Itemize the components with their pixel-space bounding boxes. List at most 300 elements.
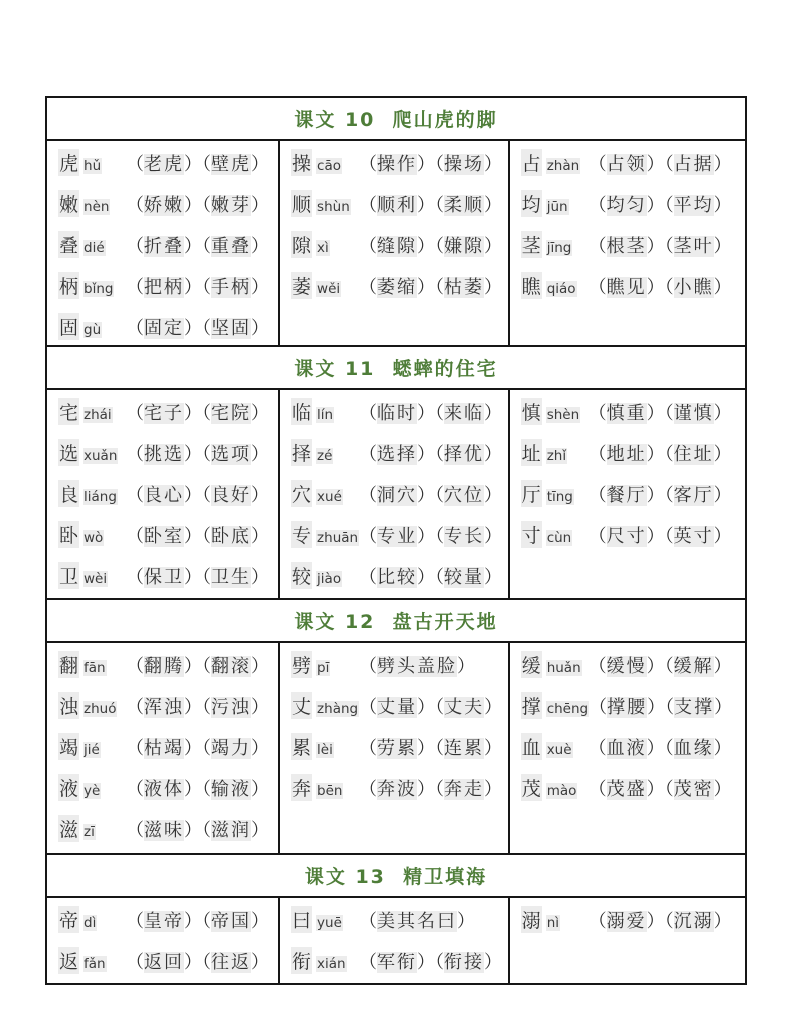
word-text: 柔顺 (444, 194, 485, 216)
hanzi-text: 良 (58, 480, 79, 507)
open-paren: （ (126, 276, 144, 298)
close-paren: ） (184, 525, 202, 547)
vocab-column (278, 141, 508, 345)
pinyin-text: mào (546, 783, 577, 799)
open-paren: （ (359, 655, 378, 677)
vocab-entry (291, 726, 506, 767)
entry-head (291, 692, 359, 719)
open-paren: （ (664, 402, 674, 424)
open-paren: （ (435, 276, 445, 298)
word-text: 洞穴 (377, 484, 418, 506)
pinyin-text: wěi (317, 281, 341, 297)
word-text: 劈头盖脸 (377, 655, 458, 677)
word-text: 良好 (211, 484, 251, 506)
vocab-entry (521, 644, 743, 685)
vocab-entry (58, 726, 276, 767)
vocab-section (47, 600, 745, 855)
entry-head (291, 439, 359, 466)
word-text: 尺寸 (606, 525, 647, 547)
vocab-entry (58, 767, 276, 808)
close-paren: ） (457, 655, 476, 677)
close-paren: ） (417, 276, 436, 298)
close-paren: ） (417, 484, 436, 506)
vocab-entry (521, 899, 743, 940)
open-paren: （ (202, 484, 211, 506)
open-paren: （ (588, 778, 607, 800)
entry-head (521, 774, 589, 801)
open-paren: （ (202, 235, 211, 257)
close-paren: ） (714, 696, 733, 718)
open-paren: （ (126, 194, 144, 216)
word-text: 固定 (144, 317, 184, 339)
close-paren: ） (251, 235, 269, 257)
close-paren: ） (417, 443, 436, 465)
hanzi-text: 帝 (58, 906, 79, 933)
open-paren: （ (664, 737, 674, 759)
vocab-column (47, 141, 278, 345)
entry-head (521, 190, 589, 217)
close-paren: ） (184, 235, 202, 257)
pinyin-text: cāo (317, 158, 342, 174)
open-paren: （ (435, 402, 445, 424)
hanzi-text: 顺 (291, 190, 312, 217)
word-text: 衔接 (444, 951, 485, 973)
close-paren: ） (184, 910, 202, 932)
vocab-column (508, 643, 745, 853)
open-paren: （ (126, 443, 144, 465)
word-list (359, 399, 502, 425)
entry-head (521, 733, 589, 760)
entry-head (291, 190, 359, 217)
pinyin-text: nì (546, 915, 559, 931)
close-paren: ） (484, 235, 503, 257)
close-paren: ） (713, 525, 732, 547)
close-paren: ） (646, 910, 665, 932)
vocab-entry (521, 473, 743, 514)
open-paren: （ (435, 566, 445, 588)
open-paren: （ (359, 778, 378, 800)
close-paren: ） (417, 235, 436, 257)
hanzi-text: 隙 (291, 231, 312, 258)
hanzi-text: 返 (58, 947, 79, 974)
close-paren: ） (417, 696, 436, 718)
open-paren: （ (588, 737, 607, 759)
word-list (126, 907, 269, 933)
hanzi-text: 溺 (521, 906, 542, 933)
entry-head (521, 651, 589, 678)
open-paren: （ (664, 276, 674, 298)
entry-head (521, 272, 589, 299)
vocab-entry (291, 514, 506, 555)
pinyin-text: zhàng (317, 701, 359, 717)
open-paren: （ (359, 525, 378, 547)
word-text: 慎重 (606, 402, 647, 424)
word-text: 奔波 (377, 778, 418, 800)
entry-head (291, 398, 359, 425)
close-paren: ） (184, 194, 202, 216)
close-paren: ） (251, 194, 269, 216)
close-paren: ） (417, 778, 436, 800)
word-text: 择优 (444, 443, 485, 465)
pinyin-text: pī (317, 660, 330, 676)
close-paren: ） (646, 655, 665, 677)
close-paren: ） (713, 235, 732, 257)
open-paren: （ (589, 696, 608, 718)
pinyin-text: shùn (317, 199, 350, 215)
open-paren: （ (588, 235, 607, 257)
close-paren: ） (484, 696, 503, 718)
word-text: 谨慎 (673, 402, 714, 424)
word-text: 缝隙 (377, 235, 418, 257)
hanzi-text: 卧 (58, 521, 79, 548)
section-header (47, 347, 745, 390)
open-paren: （ (126, 525, 144, 547)
vocab-entry (521, 391, 743, 432)
open-paren: （ (588, 525, 607, 547)
vocab-column (47, 898, 278, 983)
vocab-entry (291, 767, 506, 808)
open-paren: （ (435, 778, 445, 800)
close-paren: ） (417, 153, 436, 175)
open-paren: （ (359, 235, 378, 257)
open-paren: （ (359, 276, 378, 298)
close-paren: ） (184, 696, 202, 718)
pinyin-text: dié (84, 240, 105, 256)
open-paren: （ (435, 951, 445, 973)
vocab-entry (58, 183, 276, 224)
word-text: 小瞧 (673, 276, 714, 298)
pinyin-text: wò (84, 530, 104, 546)
word-text: 选择 (377, 443, 418, 465)
pinyin-text: huǎn (546, 660, 581, 676)
open-paren: （ (202, 655, 211, 677)
open-paren: （ (664, 910, 674, 932)
close-paren: ） (184, 737, 202, 759)
open-paren: （ (202, 525, 211, 547)
word-list (126, 232, 269, 258)
vocab-column (47, 643, 278, 853)
open-paren: （ (359, 951, 378, 973)
vocab-column (278, 643, 508, 853)
close-paren: ） (713, 484, 732, 506)
word-list (359, 652, 475, 678)
open-paren: （ (359, 443, 378, 465)
open-paren: （ (359, 153, 378, 175)
hanzi-text: 滋 (58, 815, 79, 842)
hanzi-text: 较 (291, 562, 312, 589)
pinyin-text: cùn (546, 530, 572, 546)
pinyin-text: bǐng (84, 281, 114, 297)
hanzi-text: 曰 (291, 906, 312, 933)
word-text: 茂盛 (606, 778, 647, 800)
open-paren: （ (126, 819, 144, 841)
word-list (359, 907, 475, 933)
word-list (126, 563, 269, 589)
close-paren: ） (417, 525, 436, 547)
close-paren: ） (713, 402, 732, 424)
word-text: 重叠 (211, 235, 251, 257)
word-text: 平均 (673, 194, 714, 216)
open-paren: （ (359, 696, 378, 718)
close-paren: ） (417, 566, 436, 588)
close-paren: ） (484, 951, 503, 973)
open-paren: （ (435, 194, 445, 216)
section-body (47, 898, 745, 983)
vocab-entry (58, 306, 276, 345)
word-list (589, 191, 732, 217)
word-text: 茎叶 (673, 235, 714, 257)
pinyin-text: liáng (84, 489, 117, 505)
open-paren: （ (588, 484, 607, 506)
open-paren: （ (665, 696, 675, 718)
close-paren: ） (484, 194, 503, 216)
close-paren: ） (646, 276, 665, 298)
close-paren: ） (251, 696, 269, 718)
section-title: 课文 11 蟋蟀的住宅 (294, 358, 498, 380)
close-paren: ） (251, 910, 269, 932)
vocab-entry (58, 940, 276, 981)
word-text: 折叠 (144, 235, 184, 257)
word-text: 连累 (444, 737, 485, 759)
pinyin-text: wèi (84, 571, 108, 587)
hanzi-text: 奔 (291, 774, 312, 801)
word-text: 占据 (673, 153, 714, 175)
pinyin-text: fǎn (84, 956, 106, 972)
entry-head (58, 947, 126, 974)
word-text: 瞧见 (606, 276, 647, 298)
vocab-entry (58, 391, 276, 432)
word-text: 奔走 (444, 778, 485, 800)
vocab-entry (291, 391, 506, 432)
word-text: 操场 (444, 153, 485, 175)
word-text: 嫌隙 (444, 235, 485, 257)
entry-head (291, 521, 359, 548)
close-paren: ） (713, 655, 732, 677)
entry-head (58, 313, 126, 340)
entry-head (521, 231, 589, 258)
entry-head (58, 231, 126, 258)
vocab-entry (291, 432, 506, 473)
open-paren: （ (664, 194, 674, 216)
hanzi-text: 址 (521, 439, 542, 466)
vocab-entry (291, 685, 506, 726)
word-list (126, 150, 269, 176)
close-paren: ） (251, 566, 269, 588)
open-paren: （ (359, 194, 378, 216)
vocab-entry (58, 555, 276, 596)
word-text: 保卫 (144, 566, 184, 588)
close-paren: ） (184, 484, 202, 506)
entry-head (521, 398, 589, 425)
close-paren: ） (713, 910, 732, 932)
vocab-column (278, 898, 508, 983)
vocab-entry (291, 183, 506, 224)
open-paren: （ (202, 402, 211, 424)
word-text: 丈量 (377, 696, 418, 718)
entry-head (521, 149, 589, 176)
close-paren: ） (713, 443, 732, 465)
word-text: 枯竭 (144, 737, 184, 759)
hanzi-text: 柄 (58, 272, 79, 299)
word-text: 支撑 (674, 696, 715, 718)
word-text: 较量 (444, 566, 485, 588)
word-text: 占领 (606, 153, 647, 175)
open-paren: （ (202, 317, 211, 339)
open-paren: （ (202, 443, 211, 465)
word-text: 娇嫩 (144, 194, 184, 216)
open-paren: （ (435, 525, 445, 547)
entry-head (58, 480, 126, 507)
word-text: 竭力 (211, 737, 251, 759)
entry-head (291, 906, 359, 933)
word-text: 军衔 (377, 951, 418, 973)
close-paren: ） (647, 696, 666, 718)
hanzi-text: 茂 (521, 774, 542, 801)
open-paren: （ (202, 951, 211, 973)
open-paren: （ (588, 655, 607, 677)
close-paren: ） (713, 778, 732, 800)
word-list (589, 481, 732, 507)
open-paren: （ (126, 951, 144, 973)
close-paren: ） (484, 484, 503, 506)
word-list (589, 693, 732, 719)
close-paren: ） (646, 484, 665, 506)
section-body (47, 141, 745, 347)
close-paren: ） (184, 443, 202, 465)
entry-head (58, 692, 126, 719)
word-list (126, 440, 269, 466)
word-list (589, 399, 732, 425)
word-text: 宅院 (211, 402, 251, 424)
hanzi-text: 撑 (521, 692, 542, 719)
entry-head (58, 774, 126, 801)
entry-head (521, 692, 589, 719)
word-text: 嫩芽 (211, 194, 251, 216)
pinyin-text: xián (317, 956, 346, 972)
vocab-column (278, 390, 508, 598)
close-paren: ） (251, 443, 269, 465)
word-text: 丈夫 (444, 696, 485, 718)
vocab-column (47, 390, 278, 598)
hanzi-text: 劈 (291, 651, 312, 678)
word-text: 帝国 (211, 910, 251, 932)
section-body (47, 390, 745, 600)
pinyin-text: bēn (317, 783, 343, 799)
close-paren: ） (484, 443, 503, 465)
hanzi-text: 竭 (58, 733, 79, 760)
pinyin-text: xuǎn (84, 448, 118, 464)
hanzi-text: 宅 (58, 398, 79, 425)
open-paren: （ (202, 194, 211, 216)
pinyin-text: zhǐ (546, 448, 567, 464)
vocab-section (47, 855, 745, 983)
hanzi-text: 专 (291, 521, 312, 548)
open-paren: （ (664, 235, 674, 257)
word-text: 滋润 (211, 819, 251, 841)
word-text: 壁虎 (211, 153, 251, 175)
hanzi-text: 翻 (58, 651, 79, 678)
hanzi-text: 操 (291, 149, 312, 176)
open-paren: （ (664, 484, 674, 506)
hanzi-text: 卫 (58, 562, 79, 589)
open-paren: （ (202, 696, 211, 718)
hanzi-text: 嫩 (58, 190, 79, 217)
hanzi-text: 选 (58, 439, 79, 466)
close-paren: ） (184, 819, 202, 841)
word-list (589, 522, 732, 548)
vocab-entry (521, 514, 743, 555)
open-paren: （ (435, 235, 445, 257)
word-list (126, 948, 269, 974)
word-text: 宅子 (144, 402, 184, 424)
word-list (126, 652, 269, 678)
close-paren: ） (251, 484, 269, 506)
close-paren: ） (646, 778, 665, 800)
pinyin-text: zhàn (546, 158, 580, 174)
open-paren: （ (664, 153, 674, 175)
word-list (359, 693, 502, 719)
vocab-table (45, 96, 747, 985)
section-body (47, 643, 745, 855)
open-paren: （ (359, 566, 378, 588)
pinyin-text: yè (84, 783, 101, 799)
open-paren: （ (126, 317, 144, 339)
entry-head (291, 480, 359, 507)
open-paren: （ (664, 525, 674, 547)
pinyin-text: nèn (84, 199, 110, 215)
hanzi-text: 萎 (291, 272, 312, 299)
section-header (47, 600, 745, 643)
pinyin-text: qiáo (546, 281, 576, 297)
pinyin-text: fān (84, 660, 106, 676)
word-text: 均匀 (606, 194, 647, 216)
word-list (589, 734, 732, 760)
open-paren: （ (126, 696, 144, 718)
close-paren: ） (251, 819, 269, 841)
vocab-entry (291, 940, 506, 981)
entry-head (291, 562, 359, 589)
close-paren: ） (646, 525, 665, 547)
entry-head (58, 190, 126, 217)
entry-head (291, 947, 359, 974)
close-paren: ） (484, 737, 503, 759)
word-text: 临时 (377, 402, 418, 424)
hanzi-text: 慎 (521, 398, 542, 425)
word-list (126, 481, 269, 507)
vocab-entry (58, 685, 276, 726)
vocab-entry (291, 644, 506, 685)
word-text: 根茎 (606, 235, 647, 257)
close-paren: ） (646, 194, 665, 216)
close-paren: ） (184, 566, 202, 588)
word-list (359, 481, 502, 507)
open-paren: （ (588, 153, 607, 175)
word-list (359, 150, 502, 176)
word-list (126, 273, 269, 299)
vocab-entry (58, 473, 276, 514)
word-text: 卧室 (144, 525, 184, 547)
vocab-entry (521, 767, 743, 808)
entry-head (521, 521, 589, 548)
hanzi-text: 虎 (58, 149, 79, 176)
entry-head (521, 480, 589, 507)
hanzi-text: 液 (58, 774, 79, 801)
hanzi-text: 寸 (521, 521, 542, 548)
close-paren: ） (484, 276, 503, 298)
hanzi-text: 穴 (291, 480, 312, 507)
close-paren: ） (251, 737, 269, 759)
word-text: 输液 (211, 778, 251, 800)
